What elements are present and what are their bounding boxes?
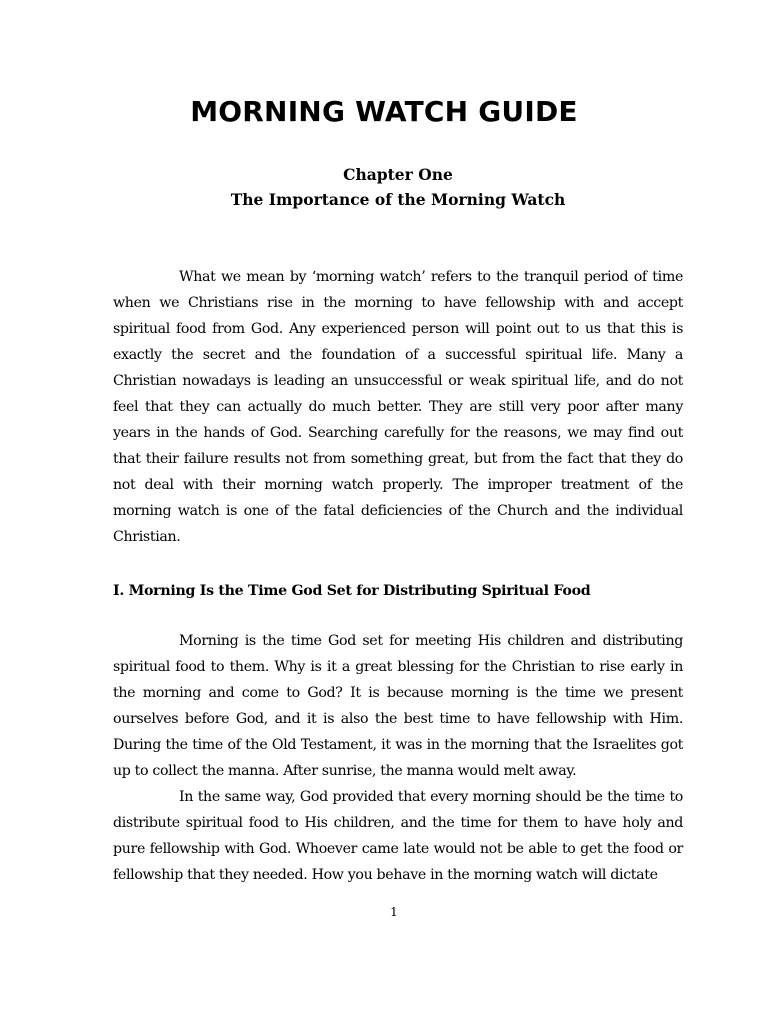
section-paragraph: Morning is the time God set for meeting His children and distributing spiritual food to them. Why is it a great blessing for the Christian to rise early in the morning and come to God? It is because morning is the time we present ourselves before God, and it is also the best time to have fellowship with Him. During the time of the Old Testament, it was in the morning that the Israelites got up to collect the manna. After sunrise, the manna would melt away. [113,633,683,779]
document-title: MORNING WATCH GUIDE [190,95,578,128]
chapter-number: Chapter One [343,165,453,184]
chapter-heading [0,162,768,212]
section-heading: I. Morning Is the Time God Set for Distributing Spiritual Food [113,583,591,599]
section-body [113,628,683,888]
intro-paragraph: What we mean by ‘morning watch’ refers to the tranquil period of time when we Christians rise in the morning to have fellowship with and accept spiritual food from God. Any experienced person will point out to us that this is exactly the secret and the foundation of a successful spiritual life. Many a Christian nowadays is leading an unsuccessful or weak spiritual life, and do not feel that they can actually do much better. They are still very poor after many years in the hands of God. Searching carefully for the reasons, we may find out that their failure results not from something great, but from the fact that they do not deal with their morning watch properly. The improper treatment of the morning watch is one of the fatal deficiencies of the Church and the individual Christian. [113,269,683,545]
section-paragraph: In the same way, God provided that every morning should be the time to distribute spiritual food to His children, and the time for them to have holy and pure fellowship with God. Whoever came late would not be able to get the food or fellowship that they needed. How you behave in the morning watch will dictate [113,789,683,883]
intro-body [113,264,683,550]
page-number: 1 [390,905,398,919]
chapter-title: The Importance of the Morning Watch [230,190,566,209]
